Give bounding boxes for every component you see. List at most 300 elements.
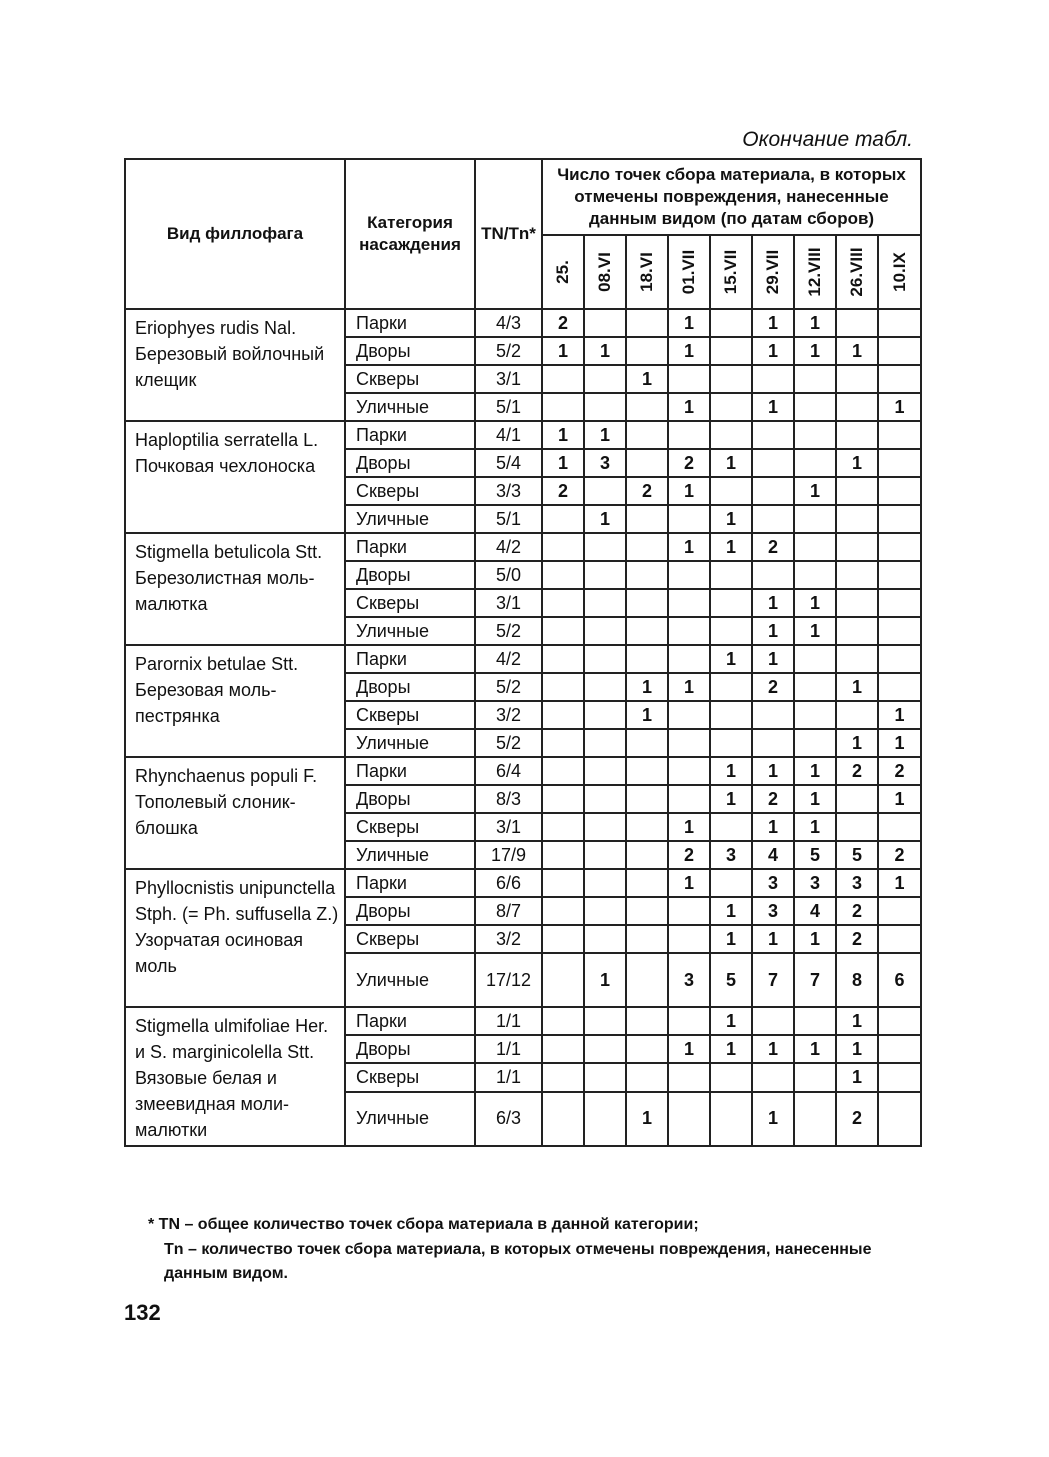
value-cell — [542, 505, 584, 533]
value-cell — [878, 365, 921, 393]
value-cell — [542, 533, 584, 561]
value-cell: 1 — [626, 365, 668, 393]
category-cell: Скверы — [345, 701, 475, 729]
value-cell: 2 — [752, 533, 794, 561]
category-cell: Уличные — [345, 393, 475, 421]
value-cell — [584, 309, 626, 337]
value-cell: 1 — [626, 701, 668, 729]
tn-cell: 6/4 — [475, 757, 542, 785]
value-cell — [542, 729, 584, 757]
value-cell: 1 — [668, 869, 710, 897]
value-cell: 1 — [878, 869, 921, 897]
category-cell: Дворы — [345, 785, 475, 813]
value-cell: 1 — [752, 337, 794, 365]
value-cell: 1 — [668, 673, 710, 701]
value-cell: 1 — [752, 589, 794, 617]
value-cell — [794, 533, 836, 561]
header-date — [752, 235, 794, 309]
value-cell — [584, 841, 626, 869]
value-cell — [626, 729, 668, 757]
value-cell — [584, 673, 626, 701]
value-cell — [584, 393, 626, 421]
tn-cell: 5/2 — [475, 617, 542, 645]
table-row — [125, 869, 921, 897]
value-cell: 7 — [794, 953, 836, 1007]
value-cell — [752, 729, 794, 757]
value-cell: 1 — [836, 337, 878, 365]
value-cell — [542, 1007, 584, 1035]
value-cell — [542, 925, 584, 953]
value-cell — [836, 785, 878, 813]
value-cell — [836, 309, 878, 337]
value-cell — [710, 869, 752, 897]
value-cell: 2 — [542, 477, 584, 505]
header-species: Вид филлофага — [125, 159, 345, 309]
value-cell — [878, 421, 921, 449]
value-cell: 1 — [836, 729, 878, 757]
value-cell — [878, 645, 921, 673]
value-cell: 1 — [752, 617, 794, 645]
tn-cell: 4/3 — [475, 309, 542, 337]
value-cell: 1 — [836, 1007, 878, 1035]
value-cell — [626, 533, 668, 561]
value-cell: 1 — [794, 477, 836, 505]
value-cell — [752, 505, 794, 533]
value-cell — [794, 393, 836, 421]
value-cell — [626, 1007, 668, 1035]
header-date-label: 26.VIII — [847, 247, 866, 297]
value-cell — [710, 813, 752, 841]
header-date — [584, 235, 626, 309]
category-cell: Скверы — [345, 1063, 475, 1091]
value-cell: 1 — [836, 449, 878, 477]
value-cell: 1 — [752, 393, 794, 421]
tn-cell: 8/3 — [475, 785, 542, 813]
value-cell — [752, 1063, 794, 1091]
value-cell: 1 — [542, 421, 584, 449]
value-cell: 1 — [836, 673, 878, 701]
value-cell — [542, 841, 584, 869]
category-cell: Скверы — [345, 925, 475, 953]
category-cell: Парки — [345, 421, 475, 449]
value-cell — [710, 1092, 752, 1146]
value-cell — [836, 589, 878, 617]
value-cell: 1 — [584, 421, 626, 449]
value-cell: 1 — [668, 309, 710, 337]
value-cell — [794, 673, 836, 701]
value-cell — [794, 701, 836, 729]
value-cell — [836, 533, 878, 561]
value-cell — [542, 589, 584, 617]
value-cell: 5 — [710, 953, 752, 1007]
value-cell: 1 — [836, 1063, 878, 1091]
value-cell: 2 — [542, 309, 584, 337]
value-cell — [752, 477, 794, 505]
header-dates-group: Число точек сбора материала, в которых отмечены повреждения, нанесенные данным видом (по датам сборов) — [542, 159, 921, 235]
value-cell — [626, 645, 668, 673]
value-cell — [626, 869, 668, 897]
value-cell: 3 — [752, 869, 794, 897]
value-cell — [794, 1007, 836, 1035]
category-cell: Парки — [345, 1007, 475, 1035]
value-cell — [878, 813, 921, 841]
table-row — [125, 757, 921, 785]
tn-cell: 6/6 — [475, 869, 542, 897]
value-cell: 1 — [668, 477, 710, 505]
value-cell — [584, 869, 626, 897]
value-cell: 2 — [836, 925, 878, 953]
value-cell: 1 — [794, 1035, 836, 1063]
value-cell — [626, 757, 668, 785]
value-cell — [794, 505, 836, 533]
header-date-label: 29.VII — [763, 249, 782, 295]
tn-cell: 3/1 — [475, 589, 542, 617]
category-cell: Дворы — [345, 561, 475, 589]
header-date-label: 08.VI — [595, 252, 614, 292]
value-cell: 1 — [752, 813, 794, 841]
value-cell — [752, 421, 794, 449]
value-cell — [542, 561, 584, 589]
value-cell: 2 — [836, 757, 878, 785]
value-cell — [794, 365, 836, 393]
tn-cell: 6/3 — [475, 1092, 542, 1146]
category-cell: Скверы — [345, 813, 475, 841]
value-cell: 1 — [752, 757, 794, 785]
value-cell: 1 — [584, 505, 626, 533]
value-cell — [836, 645, 878, 673]
value-cell — [668, 617, 710, 645]
value-cell: 1 — [794, 337, 836, 365]
category-cell: Уличные — [345, 729, 475, 757]
value-cell — [542, 813, 584, 841]
category-cell: Дворы — [345, 1035, 475, 1063]
value-cell — [794, 561, 836, 589]
value-cell — [752, 449, 794, 477]
category-cell: Уличные — [345, 1092, 475, 1146]
header-date-label: 01.VII — [679, 249, 698, 295]
damage-table — [124, 158, 922, 1147]
value-cell — [542, 953, 584, 1007]
value-cell — [878, 1035, 921, 1063]
table-row — [125, 309, 921, 337]
value-cell — [752, 701, 794, 729]
tn-cell: 3/1 — [475, 813, 542, 841]
value-cell — [878, 1007, 921, 1035]
value-cell — [542, 645, 584, 673]
value-cell — [878, 477, 921, 505]
value-cell: 1 — [836, 1035, 878, 1063]
value-cell: 1 — [794, 757, 836, 785]
header-date — [710, 235, 752, 309]
value-cell: 1 — [794, 309, 836, 337]
category-cell: Скверы — [345, 477, 475, 505]
value-cell — [878, 533, 921, 561]
value-cell: 1 — [878, 701, 921, 729]
value-cell: 2 — [626, 477, 668, 505]
tn-cell: 3/3 — [475, 477, 542, 505]
value-cell: 2 — [836, 897, 878, 925]
value-cell: 5 — [794, 841, 836, 869]
value-cell — [584, 1035, 626, 1063]
value-cell: 1 — [584, 337, 626, 365]
value-cell: 1 — [668, 533, 710, 561]
species-cell: Stigmella ulmifoliae Her. и S. marginicolella Stt. Вязовые белая и змеевидная моли-малютки — [125, 1007, 345, 1146]
value-cell: 3 — [794, 869, 836, 897]
value-cell — [542, 393, 584, 421]
value-cell: 1 — [794, 589, 836, 617]
value-cell — [794, 1092, 836, 1146]
value-cell — [668, 757, 710, 785]
category-cell: Уличные — [345, 505, 475, 533]
value-cell: 1 — [710, 505, 752, 533]
value-cell — [626, 589, 668, 617]
value-cell: 1 — [752, 645, 794, 673]
tn-cell: 5/1 — [475, 505, 542, 533]
species-cell: Haploptilia serratella L. Почковая чехлоноска — [125, 421, 345, 533]
value-cell — [668, 701, 710, 729]
value-cell: 1 — [542, 449, 584, 477]
value-cell — [710, 309, 752, 337]
value-cell — [878, 337, 921, 365]
value-cell: 1 — [794, 785, 836, 813]
value-cell — [668, 729, 710, 757]
value-cell: 1 — [878, 785, 921, 813]
category-cell: Парки — [345, 533, 475, 561]
category-cell: Парки — [345, 869, 475, 897]
value-cell — [626, 897, 668, 925]
value-cell — [542, 673, 584, 701]
value-cell: 1 — [710, 1035, 752, 1063]
value-cell: 4 — [794, 897, 836, 925]
value-cell — [710, 701, 752, 729]
value-cell — [836, 505, 878, 533]
value-cell — [668, 561, 710, 589]
value-cell — [626, 953, 668, 1007]
table-row — [125, 1007, 921, 1035]
value-cell — [836, 421, 878, 449]
value-cell — [668, 421, 710, 449]
table-row — [125, 645, 921, 673]
tn-cell: 3/1 — [475, 365, 542, 393]
value-cell — [710, 589, 752, 617]
value-cell — [542, 1092, 584, 1146]
value-cell — [794, 449, 836, 477]
header-date-label: 12.VIII — [805, 247, 824, 297]
value-cell — [626, 421, 668, 449]
value-cell — [584, 785, 626, 813]
value-cell — [878, 561, 921, 589]
tn-cell: 5/0 — [475, 561, 542, 589]
value-cell — [626, 449, 668, 477]
value-cell — [878, 589, 921, 617]
value-cell: 1 — [710, 757, 752, 785]
header-date — [836, 235, 878, 309]
value-cell: 1 — [668, 1035, 710, 1063]
value-cell — [542, 757, 584, 785]
tn-cell: 1/1 — [475, 1063, 542, 1091]
tn-cell: 4/1 — [475, 421, 542, 449]
value-cell — [794, 729, 836, 757]
value-cell — [584, 729, 626, 757]
value-cell — [542, 785, 584, 813]
value-cell — [836, 393, 878, 421]
category-cell: Скверы — [345, 589, 475, 617]
value-cell: 1 — [752, 309, 794, 337]
value-cell — [878, 1092, 921, 1146]
value-cell — [542, 617, 584, 645]
value-cell — [752, 1007, 794, 1035]
value-cell — [878, 617, 921, 645]
value-cell: 2 — [752, 673, 794, 701]
category-cell: Дворы — [345, 897, 475, 925]
value-cell: 1 — [710, 533, 752, 561]
value-cell — [878, 897, 921, 925]
value-cell — [668, 365, 710, 393]
value-cell — [668, 645, 710, 673]
value-cell: 2 — [668, 841, 710, 869]
value-cell — [836, 477, 878, 505]
tn-cell: 5/2 — [475, 729, 542, 757]
value-cell — [584, 365, 626, 393]
value-cell: 2 — [668, 449, 710, 477]
value-cell — [584, 1063, 626, 1091]
tn-cell: 4/2 — [475, 533, 542, 561]
tn-cell: 1/1 — [475, 1007, 542, 1035]
header-date-label: 18.VI — [637, 252, 656, 292]
footnote-tn-total: * TN – общее количество точек сбора материала в данной категории; — [148, 1216, 699, 1233]
value-cell — [710, 1063, 752, 1091]
species-cell: Eriophyes rudis Nal. Березовый войлочный клещик — [125, 309, 345, 421]
value-cell: 1 — [626, 1092, 668, 1146]
category-cell: Парки — [345, 309, 475, 337]
category-cell: Уличные — [345, 617, 475, 645]
footnote-tn-damaged: Tn – количество точек сбора материала, в которых отмечены повреждения, нанесенные данным видом. — [164, 1241, 872, 1282]
value-cell — [584, 533, 626, 561]
value-cell: 1 — [794, 925, 836, 953]
value-cell: 3 — [584, 449, 626, 477]
value-cell — [626, 617, 668, 645]
value-cell: 8 — [836, 953, 878, 1007]
category-cell: Уличные — [345, 953, 475, 1007]
header-category: Категория насаждения — [345, 159, 475, 309]
tn-cell: 1/1 — [475, 1035, 542, 1063]
value-cell: 4 — [752, 841, 794, 869]
value-cell: 1 — [794, 617, 836, 645]
value-cell: 1 — [668, 813, 710, 841]
header-date-label: 10.IX — [889, 252, 909, 292]
value-cell: 1 — [626, 673, 668, 701]
value-cell — [794, 645, 836, 673]
tn-cell: 5/1 — [475, 393, 542, 421]
value-cell — [794, 421, 836, 449]
value-cell — [668, 785, 710, 813]
category-cell: Скверы — [345, 365, 475, 393]
value-cell: 1 — [710, 1007, 752, 1035]
header-date — [878, 235, 921, 309]
tn-cell: 8/7 — [475, 897, 542, 925]
value-cell: 2 — [878, 841, 921, 869]
value-cell — [878, 925, 921, 953]
value-cell — [584, 1007, 626, 1035]
page-number: 132 — [124, 1300, 161, 1325]
value-cell — [878, 309, 921, 337]
header-date — [542, 235, 584, 309]
value-cell: 3 — [836, 869, 878, 897]
value-cell — [668, 1063, 710, 1091]
value-cell — [626, 309, 668, 337]
category-cell: Парки — [345, 757, 475, 785]
value-cell — [584, 617, 626, 645]
value-cell: 1 — [752, 1092, 794, 1146]
tn-cell: 3/2 — [475, 925, 542, 953]
value-cell — [626, 785, 668, 813]
tn-cell: 17/9 — [475, 841, 542, 869]
value-cell — [626, 393, 668, 421]
value-cell — [542, 701, 584, 729]
value-cell — [542, 1035, 584, 1063]
table-row — [125, 533, 921, 561]
species-cell: Parornix betulae Stt. Березовая моль-пестрянка — [125, 645, 345, 757]
header-date — [668, 235, 710, 309]
value-cell — [836, 561, 878, 589]
category-cell: Парки — [345, 645, 475, 673]
table-row — [125, 421, 921, 449]
value-cell: 1 — [752, 1035, 794, 1063]
header-date-label: 25. — [553, 260, 572, 284]
value-cell — [584, 897, 626, 925]
category-cell: Дворы — [345, 449, 475, 477]
value-cell — [710, 617, 752, 645]
tn-cell: 5/2 — [475, 673, 542, 701]
value-cell — [626, 561, 668, 589]
value-cell — [710, 477, 752, 505]
value-cell — [878, 673, 921, 701]
value-cell: 1 — [752, 925, 794, 953]
value-cell — [836, 365, 878, 393]
value-cell — [626, 841, 668, 869]
value-cell: 3 — [710, 841, 752, 869]
value-cell — [710, 729, 752, 757]
value-cell — [710, 421, 752, 449]
value-cell — [584, 477, 626, 505]
value-cell: 1 — [710, 785, 752, 813]
value-cell — [542, 869, 584, 897]
value-cell — [878, 505, 921, 533]
value-cell — [878, 1063, 921, 1091]
value-cell — [584, 813, 626, 841]
header-date — [794, 235, 836, 309]
value-cell — [668, 897, 710, 925]
value-cell: 2 — [878, 757, 921, 785]
value-cell: 1 — [710, 925, 752, 953]
tn-cell: 5/2 — [475, 337, 542, 365]
value-cell — [668, 505, 710, 533]
value-cell: 1 — [794, 813, 836, 841]
value-cell — [626, 1035, 668, 1063]
tn-cell: 3/2 — [475, 701, 542, 729]
value-cell — [668, 589, 710, 617]
value-cell — [584, 925, 626, 953]
value-cell: 1 — [710, 449, 752, 477]
category-cell: Дворы — [345, 673, 475, 701]
value-cell — [836, 617, 878, 645]
value-cell: 1 — [668, 337, 710, 365]
tn-cell: 4/2 — [475, 645, 542, 673]
category-cell: Дворы — [345, 337, 475, 365]
value-cell — [584, 701, 626, 729]
value-cell: 5 — [836, 841, 878, 869]
value-cell — [752, 365, 794, 393]
